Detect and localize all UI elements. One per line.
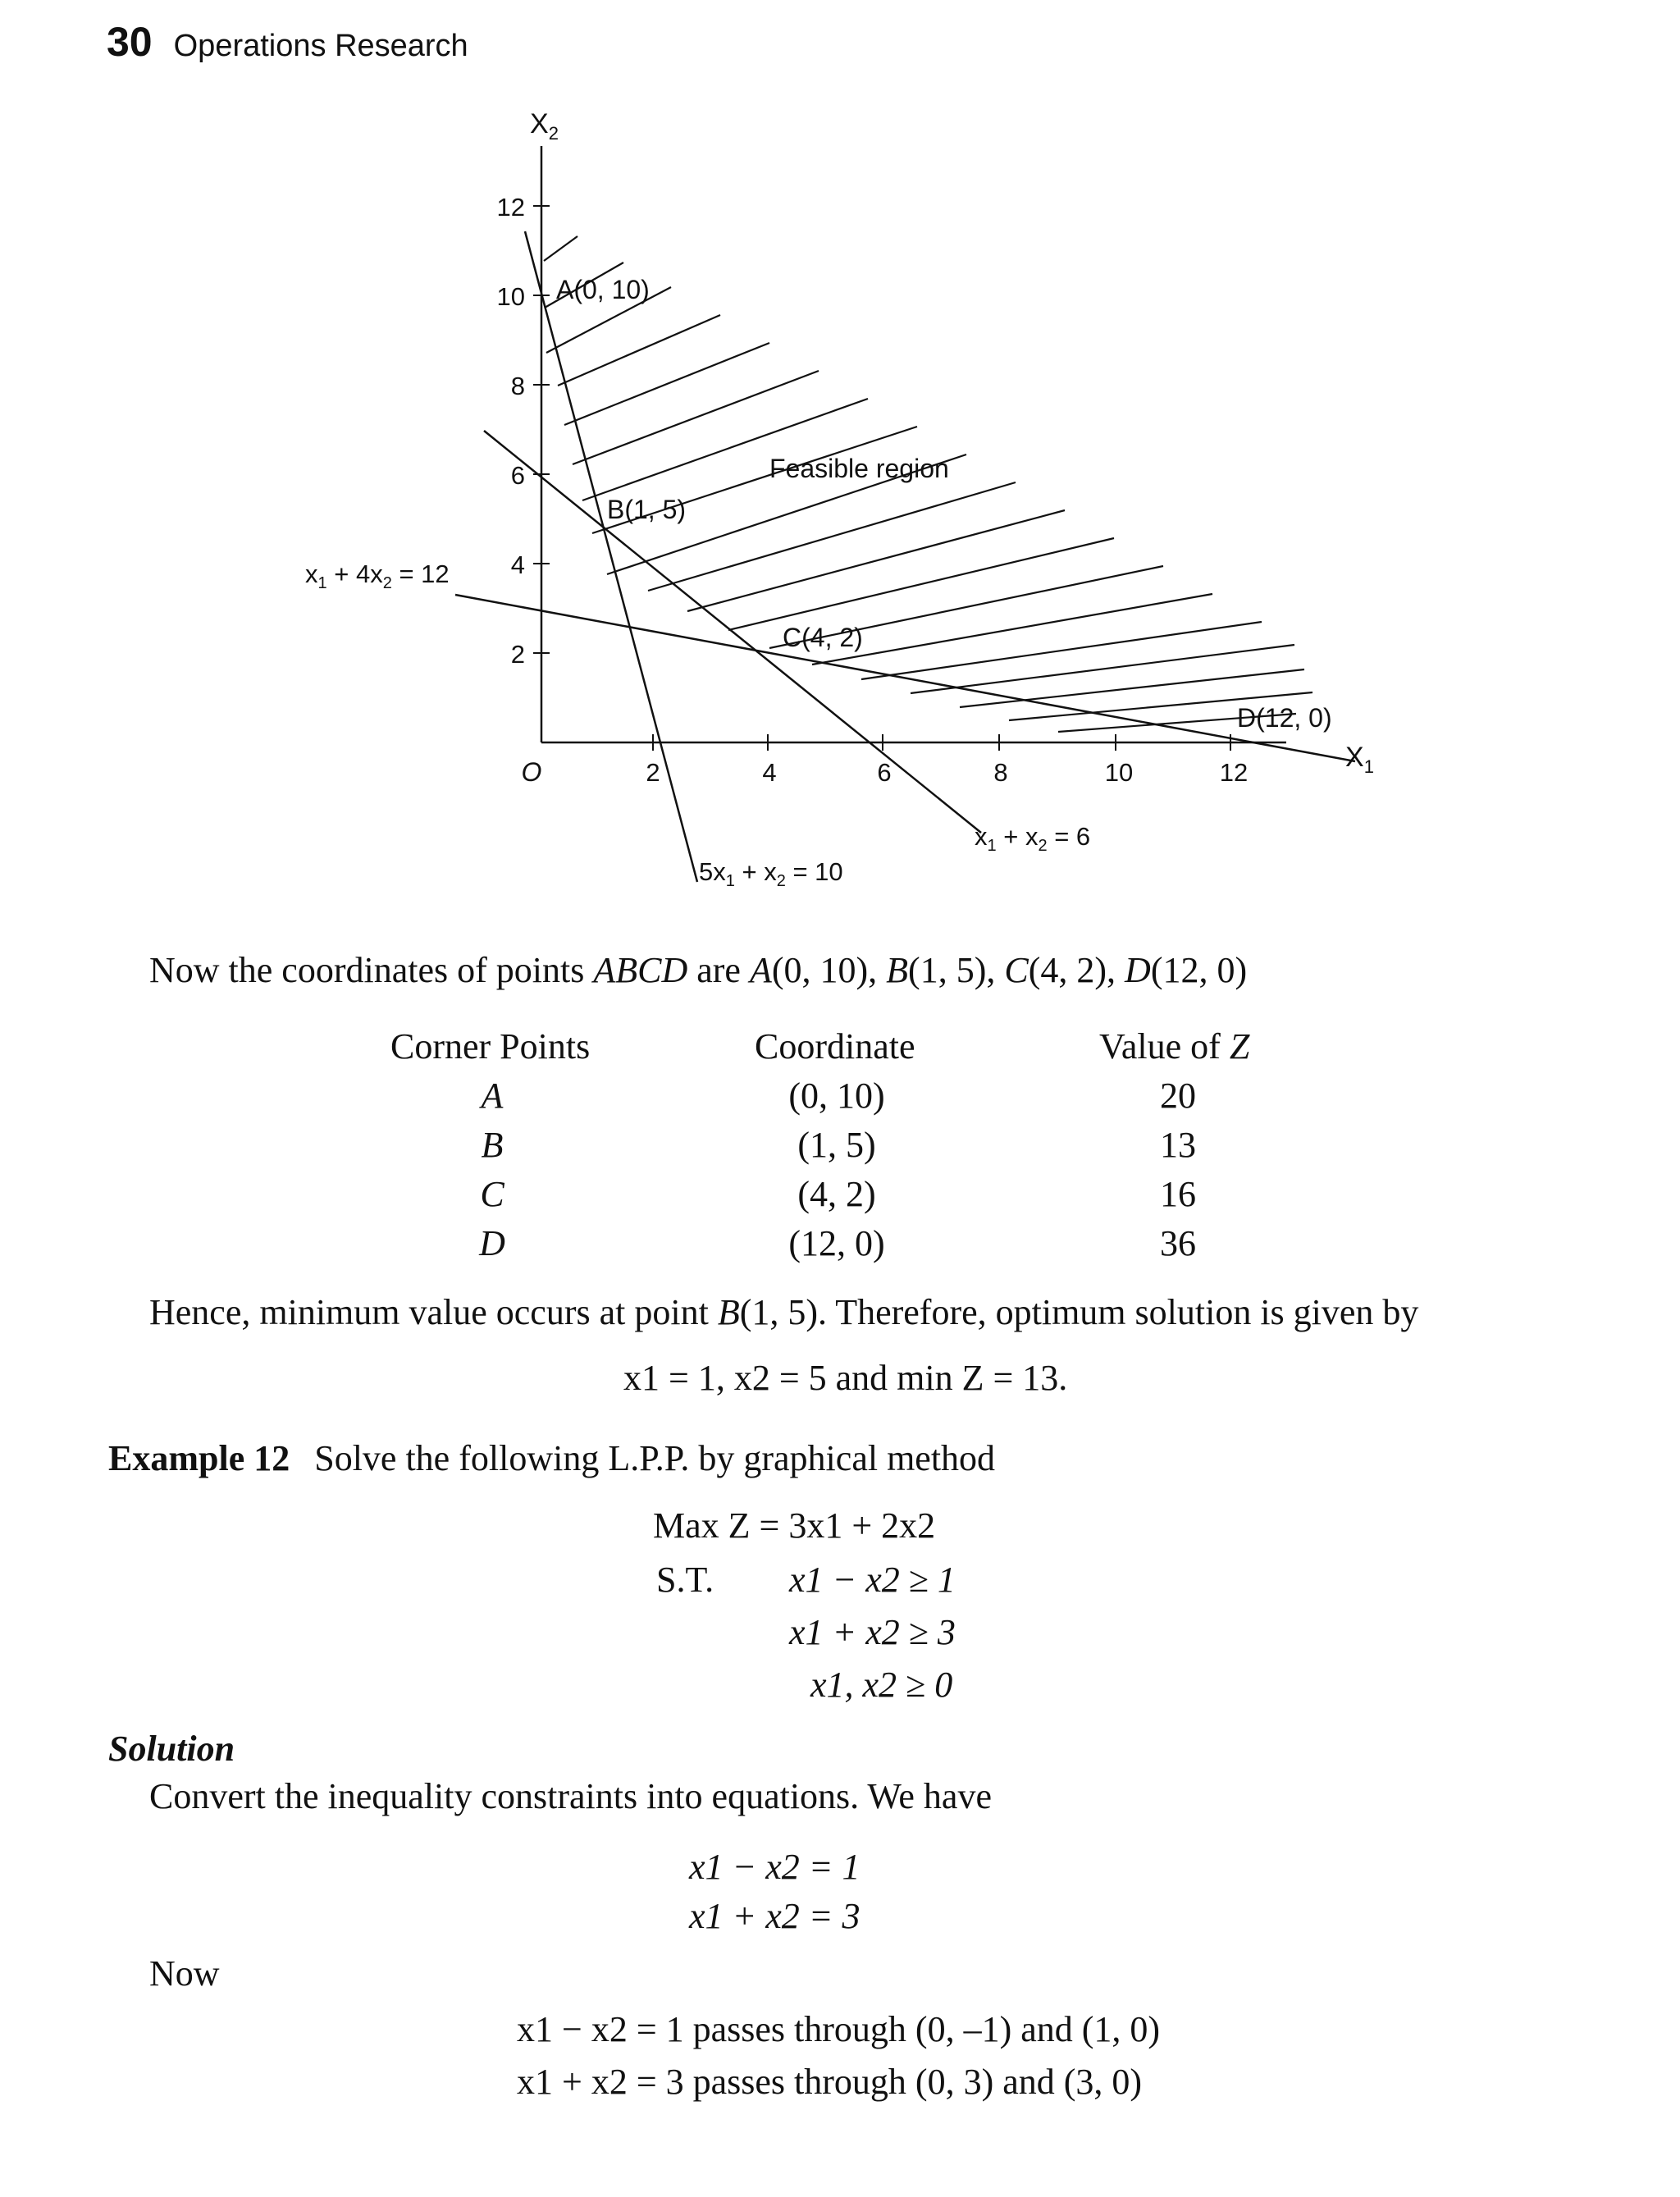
x-tick-label: 10 xyxy=(1104,758,1134,787)
line-label-x1-plus-x2: $x_1 + x_2 = 6$ xyxy=(975,822,1091,855)
table-cell-value: 16 xyxy=(1160,1174,1196,1214)
passes-line: x1 + x2 = 3 passes through (0, 3) and (3, 0) xyxy=(517,2062,1143,2102)
constraint: x1, x2 ≥ 0 xyxy=(810,1665,953,1705)
origin-label: O xyxy=(521,757,542,787)
y-tick-label: 2 xyxy=(510,640,525,669)
table-cell-coordinate: (12, 0) xyxy=(788,1223,885,1263)
hatch-line xyxy=(861,622,1262,679)
table-header-coordinate: Coordinate xyxy=(755,1026,915,1067)
book-title: Operations Research xyxy=(173,29,468,63)
hatch-line xyxy=(573,371,819,464)
line-label-x1-plus-4x2: $x_1 + 4x_2 = 12$ xyxy=(305,560,450,592)
passes-line: x1 − x2 = 1 passes through (0, –1) and (1, 0) xyxy=(517,2009,1161,2049)
y-tick-label: 12 xyxy=(496,193,525,222)
point-label-d: D(12, 0) xyxy=(1237,703,1332,733)
coords-point-b: B(1, 5), xyxy=(886,950,1005,990)
feasible-region-hatching xyxy=(544,236,1312,732)
y-tick-label: 6 xyxy=(510,461,525,490)
constraint: x1 − x2 ≥ 1 xyxy=(789,1560,956,1600)
sentence-text: Now the coordinates of points xyxy=(149,950,594,990)
objective-function: Max Z = 3x1 + 2x2 xyxy=(653,1505,936,1546)
coords-point-a: A(0, 10), xyxy=(749,950,887,990)
equation: x1 − x2 = 1 xyxy=(689,1847,861,1887)
table-header-corner-points: Corner Points xyxy=(390,1026,591,1067)
coordinates-sentence xyxy=(149,949,1247,991)
x-tick-label: 2 xyxy=(646,758,660,787)
coords-point-d: D(12, 0) xyxy=(1125,950,1248,990)
hatch-line xyxy=(544,236,578,261)
hatch-line xyxy=(564,343,769,425)
x-tick-labels xyxy=(646,758,1248,787)
table-cell-coordinate: (0, 10) xyxy=(788,1076,885,1116)
point-label-b: B(1, 5) xyxy=(607,495,687,524)
constraint: x1 + x2 ≥ 3 xyxy=(789,1612,956,1652)
x-tick-label: 8 xyxy=(993,758,1008,787)
x-axis-label: $X_1$ xyxy=(1345,742,1374,777)
table-cell-point: A xyxy=(481,1076,504,1116)
example-label: Example 12 xyxy=(108,1438,290,1478)
sentence-are: are xyxy=(687,950,750,990)
conclusion-math: x1 = 1, x2 = 5 and min Z = 13. xyxy=(623,1358,1068,1398)
x-tick-label: 4 xyxy=(762,758,777,787)
table-cell-coordinate: (1, 5) xyxy=(797,1125,876,1165)
lpp-graph xyxy=(0,0,1680,919)
solution-heading: Solution xyxy=(108,1729,235,1769)
equation: x1 + x2 = 3 xyxy=(689,1896,861,1936)
table-cell-coordinate: (4, 2) xyxy=(797,1174,876,1214)
page-number: 30 xyxy=(107,19,153,65)
table-cell-value: 20 xyxy=(1160,1076,1196,1116)
hatch-line xyxy=(960,669,1304,707)
line-x1-plus-x2-eq-6 xyxy=(484,431,981,833)
x-tick-label: 6 xyxy=(877,758,892,787)
conclusion-line-1: Hence, minimum value occurs at point B(1, 5). Therefore, optimum solution is given by xyxy=(149,1292,1419,1332)
st-label: S.T. xyxy=(656,1560,714,1600)
now-label: Now xyxy=(149,1953,220,1994)
line-label-5x1-plus-x2: $5x_1 + x_2 = 10$ xyxy=(699,857,843,890)
hatch-line xyxy=(687,510,1065,611)
hatch-line xyxy=(582,399,868,500)
x-tick-label: 12 xyxy=(1219,758,1249,787)
table-cell-value: 36 xyxy=(1160,1223,1196,1263)
table-cell-point: B xyxy=(481,1125,504,1165)
hatch-line xyxy=(911,645,1294,693)
point-letters: ABCD xyxy=(593,950,688,990)
example-statement: Solve the following L.P.P. by graphical method xyxy=(314,1438,996,1478)
feasible-region-label: Feasible region xyxy=(769,454,949,483)
table-cell-value: 13 xyxy=(1160,1125,1196,1165)
hatch-line xyxy=(558,315,720,386)
y-tick-labels xyxy=(497,193,525,669)
y-tick-label: 10 xyxy=(496,282,525,311)
point-label-c: C(4, 2) xyxy=(783,623,863,652)
solution-intro: Convert the inequality constraints into equations. We have xyxy=(149,1776,992,1816)
example-heading xyxy=(108,1437,995,1479)
table-header-value-of-z: Value of Z xyxy=(1099,1026,1250,1067)
conclusion-line-2 xyxy=(623,1357,1067,1399)
y-axis-label: $X_2$ xyxy=(530,108,559,144)
point-label-a: A(0, 10) xyxy=(556,275,650,304)
table-cell-point: C xyxy=(480,1174,504,1214)
hatch-line xyxy=(812,594,1212,665)
y-tick-label: 4 xyxy=(510,550,525,579)
coords-point-c: C(4, 2), xyxy=(1004,950,1125,990)
y-tick-label: 8 xyxy=(510,372,525,400)
line-5x1-plus-x2-eq-10 xyxy=(525,231,697,882)
table-cell-point: D xyxy=(479,1223,505,1263)
